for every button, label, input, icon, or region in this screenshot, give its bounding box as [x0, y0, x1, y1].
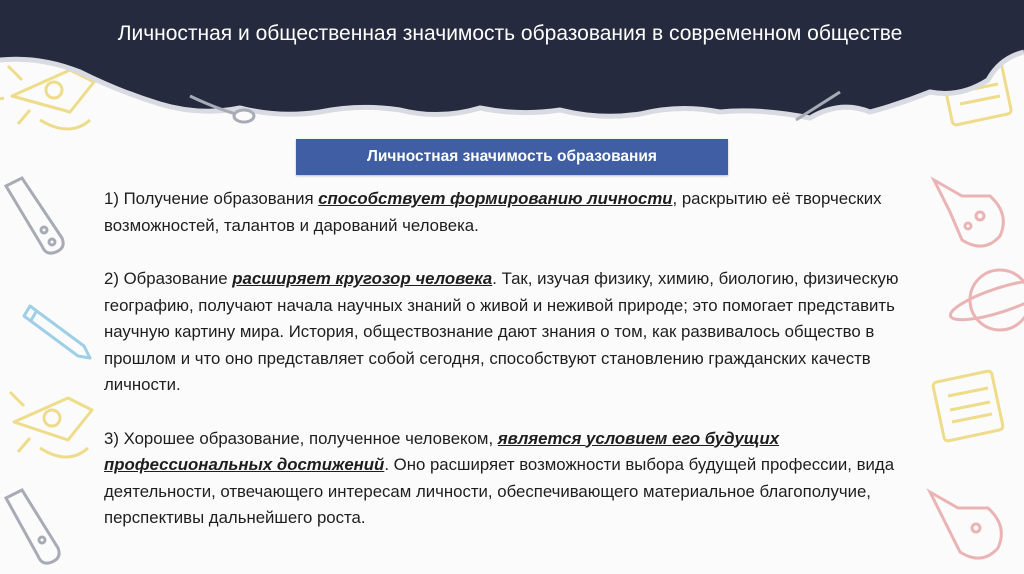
paragraph-text: . Так, изучая физику, химию, биологию, физическую географию, получают начала научных знаний о живой и неживой природе; это помогает представить научную картину мира. История, обществознание дают знания о том, как развивалось общество в прошлом и что оно представляет собой сегодня, способствуют становлению гражданских качеств личности.: [104, 269, 899, 394]
emphasis-text: является условием его будущих профессиональных достижений: [104, 428, 780, 474]
section-label: [296, 139, 728, 175]
paragraph-3: [104, 426, 904, 532]
rocket-icon: [10, 392, 92, 457]
calculator-icon: [932, 370, 1003, 441]
test-tube-icon: [6, 490, 59, 563]
flask-icon: [934, 180, 1003, 246]
pencil-icon: [24, 306, 90, 358]
section-label-text: Личностная значимость образования: [367, 148, 657, 165]
test-tube-icon: [6, 178, 63, 253]
planet-icon: [947, 270, 1024, 330]
paragraph-1: [104, 186, 904, 239]
paragraph-text: . Оно расширяет возможности выбора будущей профессии, вида деятельности, отвечающего интересам личности, обеспечивающего материальное благополучие, перспективы дальнейшего роста.: [104, 455, 895, 527]
emphasis-text: способствует формированию личности: [318, 189, 673, 208]
paragraph-text: , раскрытию её творческих возможностей, талантов и дарований человека.: [104, 189, 882, 235]
paragraph-text: 3) Хорошее образование, полученное человеком,: [104, 428, 498, 448]
slide-title: Личностная и общественная значимость образования в современном обществе: [117, 22, 903, 45]
content-body: [104, 186, 904, 559]
flask-icon: [930, 492, 1001, 558]
emphasis-text: расширяет кругозор человека: [232, 269, 493, 288]
paragraph-text: 2) Образование: [104, 269, 233, 288]
paragraph-2: [104, 266, 904, 399]
paragraph-text: 1) Получение образования: [104, 189, 319, 208]
